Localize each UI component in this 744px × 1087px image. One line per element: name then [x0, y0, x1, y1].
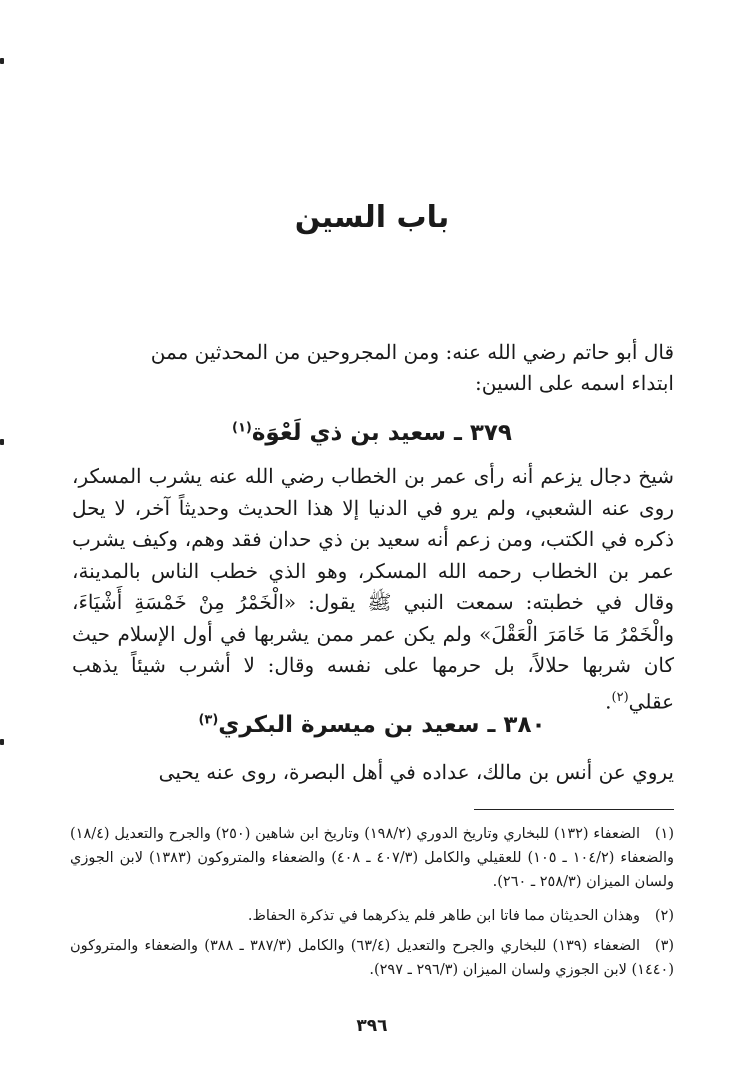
entry-body-text: يروي عن أنس بن مالك، عداده في أهل البصرة، روى عنه يحيى — [158, 760, 674, 784]
footnote-text: الضعفاء (١٣٩) للبخاري والجرح والتعديل (٦٣/٤) والكامل (٣٨٧/٣ ـ ٣٨٨) والضعفاء والمتروكون (١٤٤٠) لابن الجوزي ولسان الميزان (٢٩٦/٣ ـ ٢٩٧). — [70, 938, 674, 978]
margin-mark — [0, 739, 4, 745]
entry-body — [72, 757, 674, 788]
entry-heading — [0, 420, 744, 446]
entry-heading-text: ٣٨٠ ـ سعيد بن ميسرة البكري — [218, 712, 546, 738]
footnote — [70, 822, 674, 894]
entry-heading — [0, 712, 744, 738]
footnote-ref: (٢) — [611, 689, 629, 705]
intro-paragraph — [72, 337, 674, 399]
footnote-number: (١) — [654, 826, 674, 842]
margin-mark — [0, 58, 4, 64]
footnote — [70, 934, 674, 982]
footnote-number: (٣) — [654, 938, 675, 954]
footnote-text: الضعفاء (١٣٢) للبخاري وتاريخ الدوري (١٩٨/٢) وتاريخ ابن شاهين (٢٥٠) والجرح والتعديل (١٨/٤) والضعفاء (١٠٤/٢ ـ ١٠٥) للعقيلي والكامل (٤٠٧/٣ ـ ٤٠٨) والضعفاء والمتروكون (١٣٨٣) لابن الجوزي ولسان الميزان (٢٥٨/٣ ـ ٢٦٠). — [70, 826, 675, 890]
entry-body-end: . — [605, 689, 612, 714]
intro-line: ابتداء اسمه على السين: — [474, 371, 674, 395]
entry-heading-text: ٣٧٩ ـ سعيد بن ذي لَعْوَة — [251, 420, 512, 446]
footnote-ref: (٣) — [198, 712, 219, 728]
intro-line: قال أبو حاتم رضي الله عنه: ومن المجروحين من المحدثين ممن — [150, 340, 674, 364]
footnote-separator — [474, 809, 674, 810]
chapter-title: باب السين — [294, 200, 450, 235]
footnote — [70, 904, 674, 928]
entry-body — [72, 461, 674, 718]
page-number: ٣٩٦ — [356, 1016, 388, 1036]
footnote-ref: (١) — [232, 420, 252, 436]
footnote-number: (٢) — [654, 908, 674, 924]
entry-body-text: شيخ دجال يزعم أنه رأى عمر بن الخطاب رضي الله عنه يشرب المسكر، روى عنه الشعبي، ولم يرو في الدنيا إلا هذا الحديث وحديثاً آخر، لا يحل ذكره في الكتب، ومن زعم أنه سعيد بن ذي حدان فقد وهم، وكيف يشرب عمر بن الخطاب رحمه الله المسكر، وهو الذي خطب الناس بالمدينة، وقال في خطبته: سمعت النبي ﷺ يقول: «الْخَمْرُ مِنْ خَمْسَةِ أَشْيَاءَ، والْخَمْرُ مَا خَامَرَ الْعَقْلَ» ولم يكن عمر ممن يشربها في أول الإسلام حيث كان شربها حلالاً، بل حرمها على نفسه وقال: لا أشرب شيئاً يذهب عقلي — [72, 464, 674, 714]
footnote-text: وهذان الحديثان مما فاتا ابن طاهر فلم يذكرهما في تذكرة الحفاظ. — [247, 908, 640, 924]
